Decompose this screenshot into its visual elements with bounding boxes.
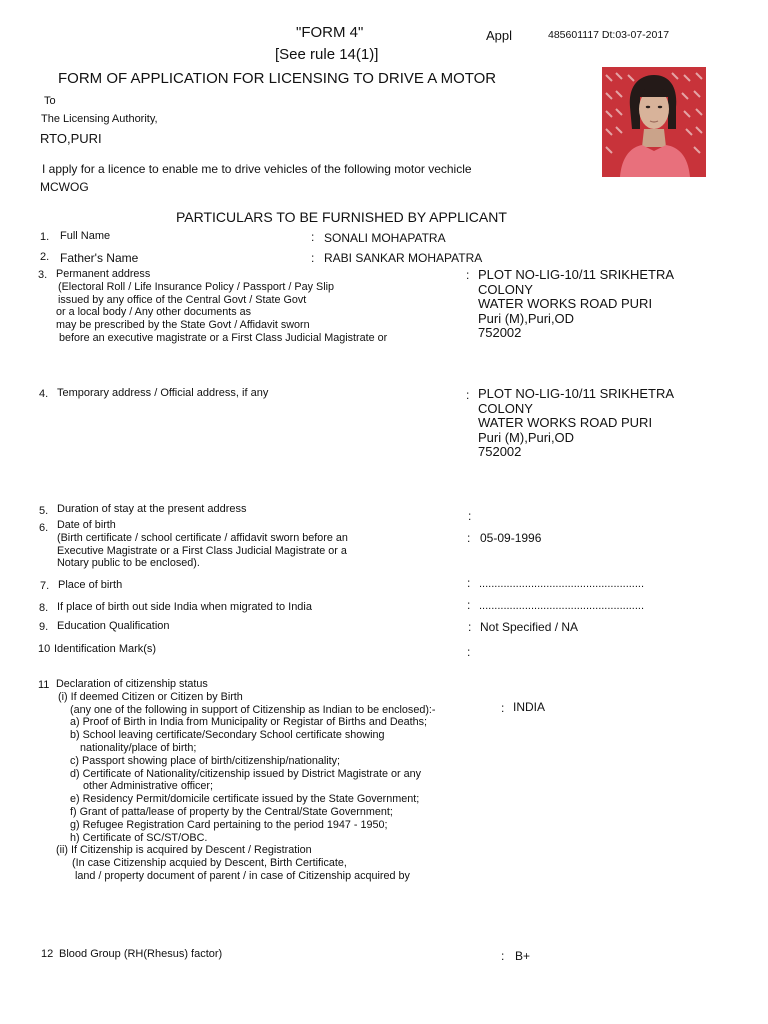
education-label: Education Qualification [57,620,170,632]
item-number: 8. [39,602,49,614]
label-line: d) Certificate of Nationality/citizenship issued by District Magistrate or any [70,767,422,780]
item-number: 11 [38,679,50,691]
application-statement: I apply for a licence to enable me to drive vehicles of the following motor vechicle [42,162,472,176]
item-number: 9. [39,621,49,633]
form-title: "FORM 4" [296,24,364,41]
colon: : [468,620,472,634]
item-number: 4. [39,388,49,400]
particulars-heading: PARTICULARS TO BE FURNISHED BY APPLICANT [176,209,507,225]
vehicle-class: MCWOG [40,180,89,194]
address-line: 752002 [478,325,522,340]
address-line: Puri (M),Puri,OD [478,310,575,326]
fathers-name-value: RABI SANKAR MOHAPATRA [324,251,483,265]
item-number: 1. [40,231,50,243]
item-number: 2. [40,251,50,263]
date-of-birth-value: 05-09-1996 [480,531,542,545]
place-of-birth-label: Place of birth [58,579,123,591]
citizenship-value: INDIA [513,700,546,714]
item-number: 6. [39,522,49,534]
address-line: Puri (M),Puri,OD [478,429,575,445]
main-title: FORM OF APPLICATION FOR LICENSING TO DRIVE A MOTOR [58,70,497,87]
colon: : [311,251,315,265]
permanent-address-label [56,268,387,345]
label-line: nationality/place of birth; [80,741,197,754]
label-line: f) Grant of patta/lease of property by the Central/State Government; [70,805,393,818]
full-name-value: SONALI MOHAPATRA [324,231,446,245]
label-line: (ii) If Citizenship is acquired by Descent / Registration [56,844,312,857]
label-line: g) Refugee Registration Card pertaining to the period 1947 - 1950; [70,818,388,831]
label-line: b) School leaving certificate/Secondary School certificate showing [70,729,385,742]
label-line: other Administrative officer; [83,780,214,793]
colon: : [501,949,505,963]
address-line: PLOT NO-LIG-10/11 SRIKHETRA [478,386,675,401]
full-name-label: Full Name [60,230,111,242]
colon: : [467,598,471,612]
label-line: before an executive magistrate or a First Class Judicial Magistrate or [56,331,388,344]
colon: : [467,645,471,659]
item-number: 3. [38,269,48,281]
label-line: (Birth certificate / school certificate / affidavit sworn before an [57,531,348,544]
education-value: Not Specified / NA [480,620,579,634]
colon: : [468,509,472,523]
applicant-photo [602,67,706,177]
date-of-birth-label [57,519,348,570]
colon: : [311,230,315,244]
colon: : [501,701,505,715]
label-line: (i) If deemed Citizen or Citizen by Birth [58,690,243,703]
applicant-photo-image [602,67,706,177]
licensing-authority: The Licensing Authority, [41,113,158,125]
address-line: COLONY [478,400,533,416]
blood-group-label: Blood Group (RH(Rhesus) factor) [59,948,223,960]
fathers-name-label: Father's Name [60,251,139,265]
label-line: may be prescribed by the State Govt / Affidavit sworn [56,319,310,332]
label-line: Permanent address [56,268,151,280]
rto-office: RTO,PURI [40,131,102,146]
migration-label: If place of birth out side India when migrated to India [57,601,312,613]
label-line: e) Residency Permit/domicile certificate issued by the State Government; [70,793,420,806]
label-line: a) Proof of Birth in India from Municipality or Registar of Births and Deaths; [70,716,428,729]
temporary-address-value [478,387,674,460]
colon: : [467,576,471,590]
duration-of-stay-label: Duration of stay at the present address [57,503,247,515]
label-line: or a local body / Any other documents as [56,306,252,319]
address-line: COLONY [478,281,533,297]
to-label: To [44,95,56,107]
label-line: Notary public to be enclosed). [57,557,200,570]
address-line: WATER WORKS ROAD PURI [478,415,653,430]
temporary-address-label: Temporary address / Official address, if any [57,387,269,399]
address-line: WATER WORKS ROAD PURI [478,296,653,311]
rule-reference: [See rule 14(1)] [275,46,379,63]
label-line: (In case Citizenship acquied by Descent, Birth Certificate, [72,857,347,870]
address-line: PLOT NO-LIG-10/11 SRIKHETRA [478,267,675,282]
label-line: issued by any office of the Central Govt / State Govt [58,293,307,306]
citizenship-declaration-label [56,678,436,883]
item-number: 5. [39,505,49,517]
appl-label: Appl [486,28,513,43]
address-line: 752002 [478,444,522,459]
label-line: c) Passport showing place of birth/citizenship/nationality; [70,754,341,767]
identification-marks-label: Identification Mark(s) [54,643,157,655]
label-line: Executive Magistrate or a First Class Judicial Magistrate or a [57,544,347,557]
colon: : [467,531,471,545]
place-of-birth-value: ...................................................... [479,578,645,590]
application-reference: 485601117 Dt:03-07-2017 [548,29,670,41]
colon: : [466,388,470,402]
label-line: Date of birth [57,519,116,531]
label-line: h) Certificate of SC/ST/OBC. [70,831,208,844]
permanent-address-value [478,268,674,341]
blood-group-value: B+ [515,949,531,963]
item-number: 7. [40,580,50,592]
item-number: 10 [38,643,51,655]
item-number: 12 [41,948,54,960]
label-line: (Electoral Roll / Life Insurance Policy / Passport / Pay Slip [58,280,335,293]
label-line: land / property document of parent / in case of Citizenship acquired by [75,869,410,882]
colon: : [466,268,470,282]
label-line: (any one of the following in support of Citizenship as Indian to be enclosed):- [70,703,436,716]
label-line: Declaration of citizenship status [56,678,208,690]
migration-value: ...................................................... [479,600,645,612]
